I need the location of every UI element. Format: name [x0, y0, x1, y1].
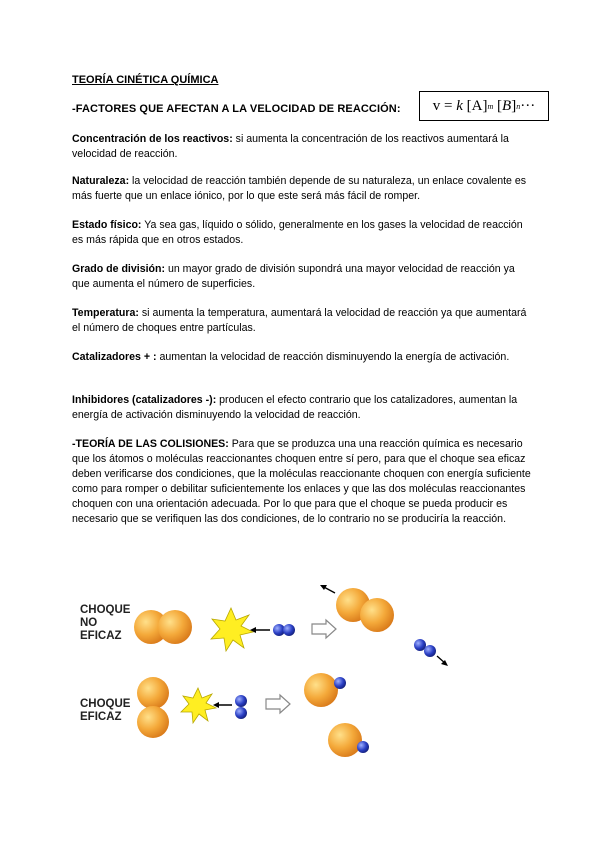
factor-temperatura: [72, 306, 534, 336]
factors-heading: -FACTORES QUE AFECTAN A LA VELOCIDAD DE REACCIÓN:: [72, 103, 401, 115]
collision-illustration: [0, 560, 600, 790]
formula-n: n: [516, 101, 521, 111]
rate-law-formula: v = k [ A ] m [ B ] n ···: [419, 91, 549, 121]
product-molecule-1: [304, 673, 346, 707]
factor-inhibidores: [72, 393, 534, 423]
collision-term: -TEORÍA DE LAS COLISIONES:: [72, 438, 229, 450]
factor-term: Temperatura:: [72, 307, 139, 319]
collision-theory-paragraph: [72, 437, 534, 527]
formula-dots: ···: [520, 97, 536, 114]
rebound-molecule-b: [414, 639, 436, 657]
collision-diagram: [0, 560, 600, 790]
factor-concentracion: [72, 132, 534, 162]
label-line: CHOQUE: [80, 604, 131, 616]
factor-text: producen el efecto contrario que los catalizadores, aumentan la energía de activación disminuyendo la velocidad de reacción.: [72, 394, 518, 421]
eficaz-outline-arrow-icon: [266, 695, 290, 713]
label-line: EFICAZ: [80, 630, 122, 642]
factor-text: un mayor grado de división supondrá una mayor velocidad de reacción ya que aumenta el número de superficies.: [72, 263, 515, 290]
label-line: EFICAZ: [80, 711, 122, 723]
factor-text: la velocidad de reacción también depende de su naturaleza, un enlace covalente es más fuerte que un enlace iónico, por lo que este será más fácil de romper.: [72, 175, 527, 202]
factor-grado-division: [72, 262, 534, 292]
factor-text: aumentan la velocidad de reacción disminuyendo la energía de activación.: [156, 351, 510, 363]
label-line: NO: [80, 617, 98, 629]
formula-equals: =: [444, 97, 453, 114]
factor-term: Catalizadores + :: [72, 351, 157, 363]
formula-a: A: [471, 97, 483, 114]
eficaz-collision-star-icon: [181, 688, 216, 723]
collision-text: Para que se produzca una una reacción química es necesario que los átomos o moléculas reaccionantes choquen entre sí pero, para que el choque sea eficaz deben verificarse dos condiciones, que la moléculas reaccionante choquen con energía suficiente como para romper o debilitar suficientemente los enlaces y que las dos moléculas reaccionantes choquen con una orientación adecuada. Por lo que para que el choque se pueda producir es necesario que se verifiquen las dos condiciones, de lo contrario no se produciría la reacción.: [72, 438, 531, 525]
formula-m: m: [487, 101, 494, 111]
page-title: TEORÍA CINÉTICA QUÍMICA: [72, 74, 219, 86]
collision-star-icon: [211, 608, 253, 651]
factor-text: Ya sea gas, líquido o sólido, generalmente en los gases la velocidad de reacción es más rápida que en otros estados.: [72, 219, 523, 246]
formula-b: B: [502, 97, 512, 114]
factor-term: Naturaleza:: [72, 175, 130, 187]
product-molecule-2: [328, 723, 369, 757]
factor-term: Grado de división:: [72, 263, 166, 275]
factor-term: Concentración de los reactivos:: [72, 133, 233, 145]
eficaz-molecule-a: [137, 677, 169, 738]
formula-k: k: [456, 97, 463, 114]
factor-term: Estado físico:: [72, 219, 142, 231]
no-eficaz-molecule-b: [273, 624, 295, 636]
no-eficaz-molecule-a: [134, 610, 192, 644]
rebound-molecule-a: [336, 588, 394, 632]
factor-text: si aumenta la temperatura, aumentará la velocidad de reacción ya que aumentará el número de choques entre partículas.: [72, 307, 527, 334]
formula-v: v: [432, 97, 441, 114]
factor-text: si aumenta la concentración de los reactivos aumentará la velocidad de reacción.: [72, 133, 509, 160]
outline-arrow-icon: [312, 620, 336, 638]
factor-term: Inhibidores (catalizadores -):: [72, 394, 217, 406]
label-line: CHOQUE: [80, 698, 131, 710]
factor-naturaleza: [72, 174, 534, 204]
eficaz-molecule-b: [235, 695, 247, 719]
factor-estado-fisico: [72, 218, 534, 248]
factor-catalizadores: [72, 350, 534, 365]
